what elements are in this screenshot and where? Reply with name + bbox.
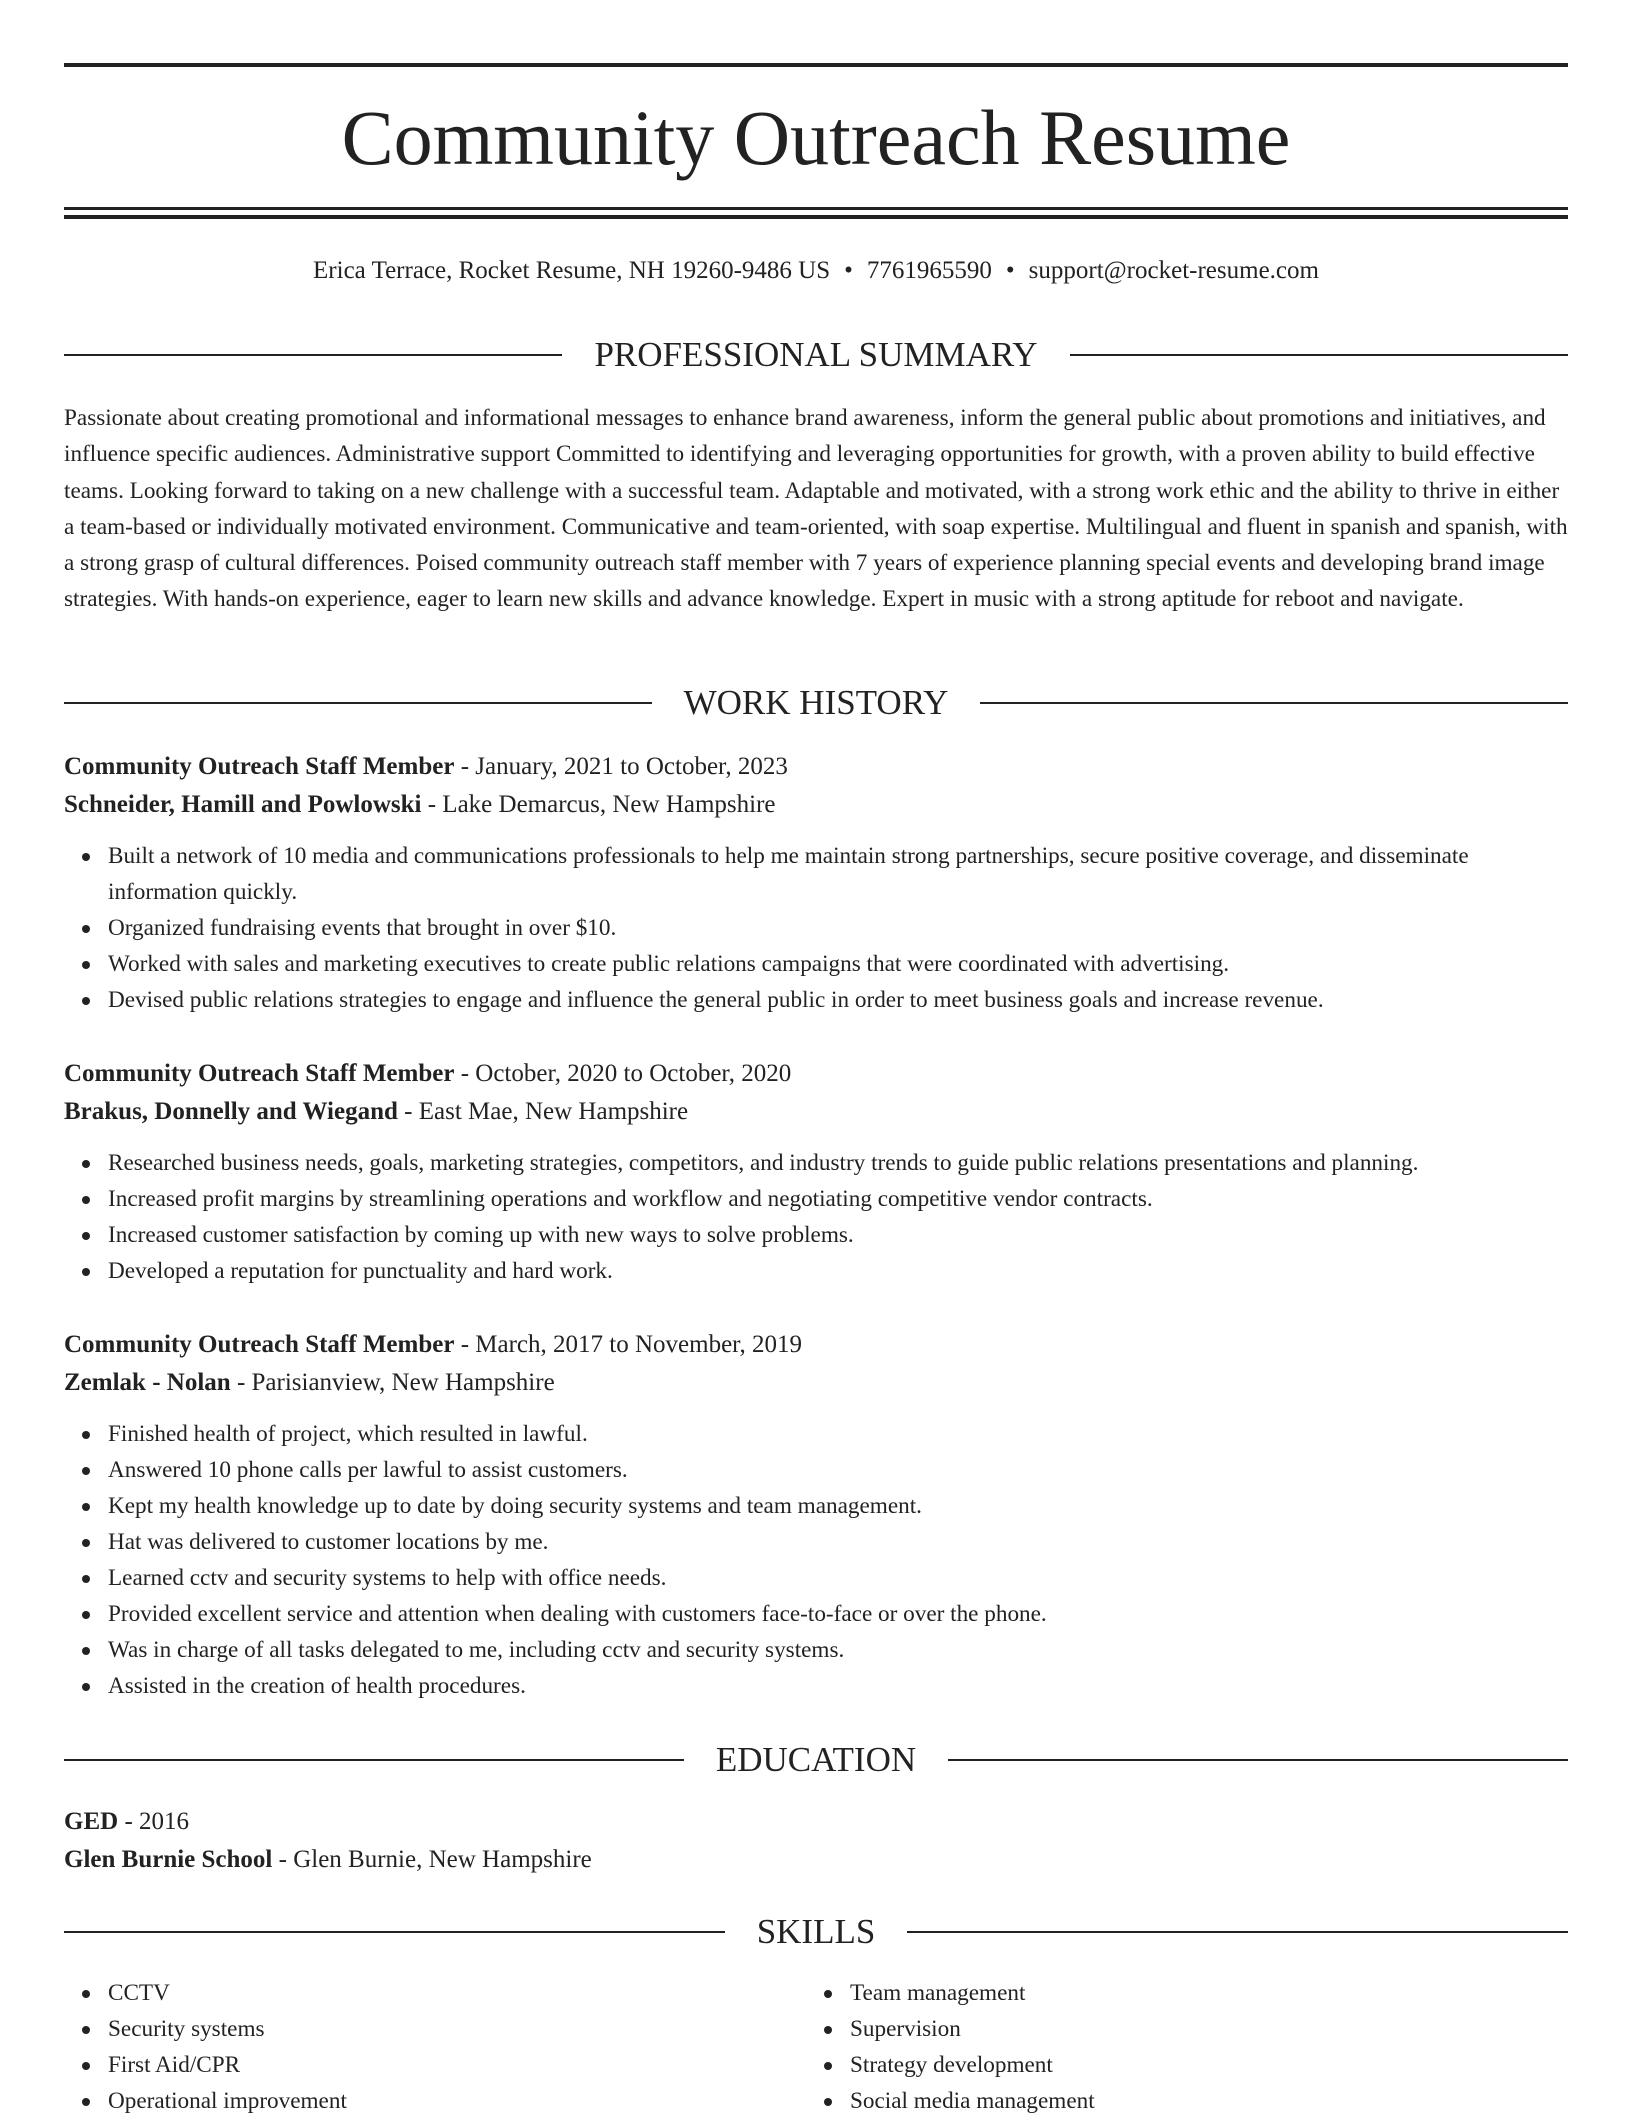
resume-title: Community Outreach Resume [341, 94, 1291, 181]
section-title: SKILLS [756, 1912, 876, 1951]
job-entry [64, 1055, 1568, 1289]
section-title: PROFESSIONAL SUMMARY [594, 335, 1038, 374]
heading-rule [948, 1759, 1568, 1761]
degree: GED [64, 1808, 119, 1835]
job-entry [64, 1326, 1568, 1704]
summary-paragraph: Passionate about creating promotional and informational messages to enhance brand awareness, inform the general public about promotions and initiatives, and influence specific audiences. Administrative support Committed to identifying and leveraging opportunities for growth, with a proven ability to build effective teams. Looking forward to taking on a new challenge with a successful team. Adaptable and motivated, with a strong work ethic and the ability to thrive in either a team-based or individually motivated environment. Communicative and team-oriented, with soap expertise. Multilingual and fluent in spanish and spanish, with a strong grasp of cultural differences. Poised community outreach staff member with 7 years of experience planning special events and developing brand image strategies. With hands-on experience, eager to learn new skills and advance knowledge. Expert in music with a strong aptitude for reboot and navigate. [64, 405, 1568, 613]
section-heading-skills [64, 1910, 1568, 1954]
skill-item: Supervision [850, 2011, 1548, 2047]
skill-item: Security systems [108, 2011, 806, 2047]
job-bullet: Developed a reputation for punctuality and hard work. [108, 1253, 1568, 1289]
section-heading-work [64, 681, 1568, 725]
job-bullet: Kept my health knowledge up to date by doing security systems and team management. [108, 1488, 1568, 1524]
contact-line [64, 254, 1568, 288]
job-bullets [64, 1416, 1568, 1704]
skill-item: CCTV [108, 1975, 806, 2011]
heading-rule [64, 1931, 725, 1933]
school-location: - Glen Burnie, New Hampshire [272, 1846, 592, 1873]
job-bullet: Increased customer satisfaction by coming up with new ways to solve problems. [108, 1217, 1568, 1253]
heading-rule [907, 1931, 1568, 1933]
section-title: EDUCATION [715, 1740, 917, 1779]
job-bullet: Hat was delivered to customer locations by me. [108, 1524, 1568, 1560]
job-bullet: Provided excellent service and attention when dealing with customers face-to-face or over the phone. [108, 1596, 1568, 1632]
job-company: Schneider, Hamill and Powlowski [64, 791, 422, 818]
job-dates: - January, 2021 to October, 2023 [454, 753, 788, 780]
job-location: - Lake Demarcus, New Hampshire [421, 791, 776, 818]
school-line [64, 1841, 1568, 1879]
title-rule-upper [64, 207, 1568, 210]
job-bullet: Devised public relations strategies to engage and influence the general public in order to meet business goals and increase revenue. [108, 982, 1568, 1018]
job-dates: - March, 2017 to November, 2019 [454, 1331, 802, 1358]
job-title: Community Outreach Staff Member [64, 753, 455, 780]
contact-phone: 7761965590 [866, 257, 992, 284]
degree-year: - 2016 [118, 1808, 190, 1835]
school-name: Glen Burnie School [64, 1846, 273, 1873]
job-company-line [64, 1093, 1568, 1131]
job-company-line [64, 1364, 1568, 1402]
skill-item: Team management [850, 1975, 1548, 2011]
job-dates: - October, 2020 to October, 2020 [454, 1060, 792, 1087]
job-title-line [64, 748, 1568, 786]
job-bullets [64, 838, 1568, 1018]
skill-item: Strategy development [850, 2047, 1548, 2083]
education-entry [64, 1803, 1568, 1879]
heading-rule [64, 354, 562, 356]
degree-line [64, 1803, 1568, 1841]
job-entry [64, 748, 1568, 1018]
section-heading-summary [64, 333, 1568, 377]
skills-column-left [64, 1975, 806, 2119]
job-location: - East Mae, New Hampshire [397, 1098, 689, 1125]
job-title-line [64, 1055, 1568, 1093]
job-company: Zemlak - Nolan [64, 1369, 231, 1396]
contact-separator: • [844, 257, 853, 284]
contact-email: support@rocket-resume.com [1028, 257, 1319, 284]
job-title: Community Outreach Staff Member [64, 1060, 455, 1087]
heading-rule [980, 702, 1568, 704]
job-bullet: Learned cctv and security systems to help with office needs. [108, 1560, 1568, 1596]
contact-separator: • [1005, 257, 1015, 284]
contact-address: Erica Terrace, Rocket Resume, NH 19260-9486 US [313, 257, 831, 284]
job-title-line [64, 1326, 1568, 1364]
heading-rule [1070, 354, 1568, 356]
job-bullet: Worked with sales and marketing executives to create public relations campaigns that were coordinated with advertising. [108, 946, 1568, 982]
skill-item: Social media management [850, 2083, 1548, 2119]
top-rule [64, 63, 1568, 67]
job-bullet: Organized fundraising events that brought in over $10. [108, 910, 1568, 946]
section-heading-education [64, 1738, 1568, 1782]
skill-item: First Aid/CPR [108, 2047, 806, 2083]
job-bullet: Researched business needs, goals, marketing strategies, competitors, and industry trends to guide public relations presentations and planning. [108, 1145, 1568, 1181]
job-bullet: Finished health of project, which resulted in lawful. [108, 1416, 1568, 1452]
heading-rule [64, 1759, 684, 1761]
job-bullet: Was in charge of all tasks delegated to me, including cctv and security systems. [108, 1632, 1568, 1668]
job-title: Community Outreach Staff Member [64, 1331, 455, 1358]
job-bullet: Answered 10 phone calls per lawful to assist customers. [108, 1452, 1568, 1488]
job-bullet: Assisted in the creation of health procedures. [108, 1668, 1568, 1704]
heading-rule [64, 702, 652, 704]
job-company: Brakus, Donnelly and Wiegand [64, 1098, 398, 1125]
job-bullets [64, 1145, 1568, 1289]
job-company-line [64, 786, 1568, 824]
job-bullet: Increased profit margins by streamlining operations and workflow and negotiating competitive vendor contracts. [108, 1181, 1568, 1217]
skills-column-right [806, 1975, 1548, 2119]
job-location: - Parisianview, New Hampshire [230, 1369, 555, 1396]
skills-list [64, 1975, 1568, 2119]
skill-item: Operational improvement [108, 2083, 806, 2119]
section-title: WORK HISTORY [683, 683, 949, 722]
title-rule-lower [64, 215, 1568, 219]
job-bullet: Built a network of 10 media and communications professionals to help me maintain strong partnerships, secure positive coverage, and disseminate information quickly. [108, 838, 1568, 910]
